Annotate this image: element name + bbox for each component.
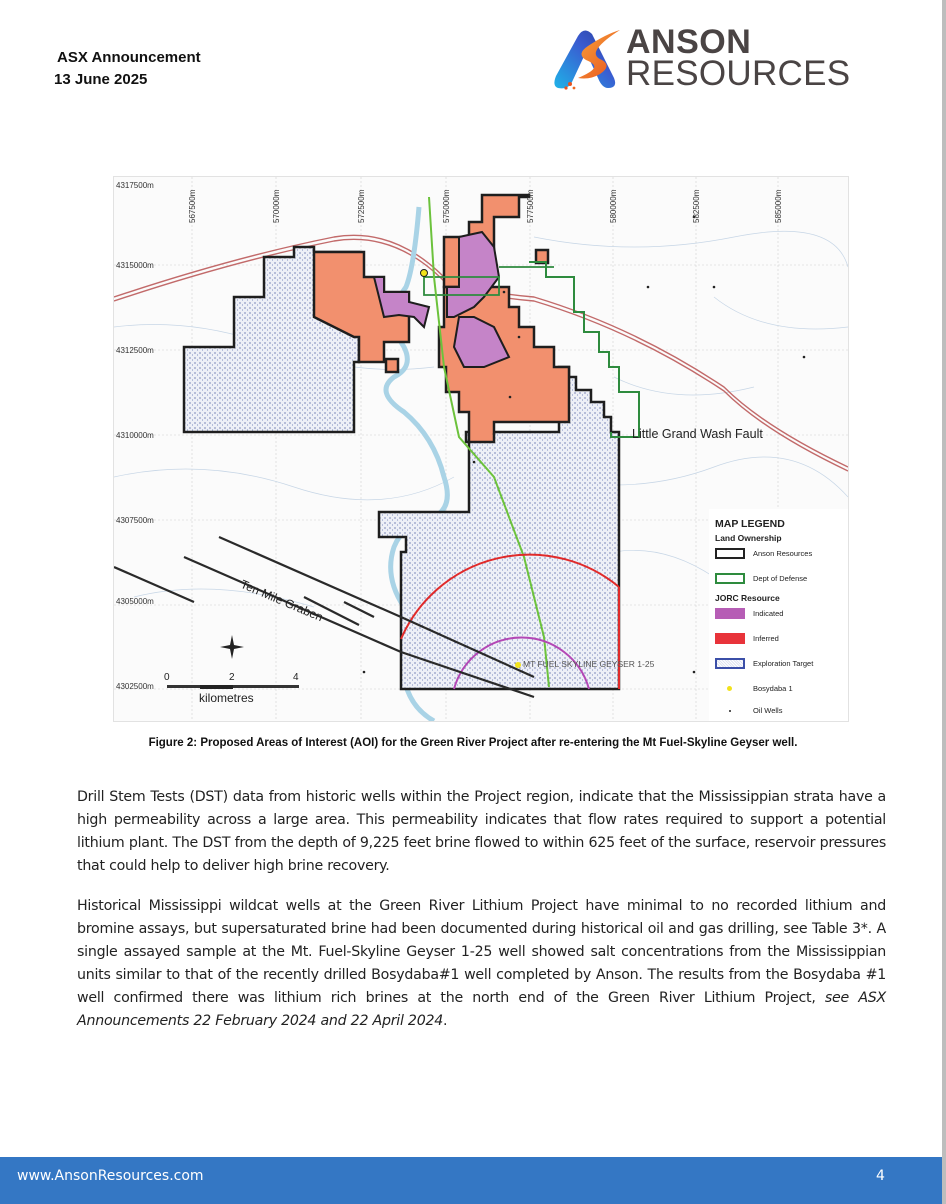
website-link[interactable]: www.AnsonResources.com [17, 1168, 204, 1184]
easting-label: 572500m [357, 189, 366, 223]
scale-tick-4: 4 [293, 672, 299, 683]
easting-label: 577500m [526, 189, 535, 223]
doc-type: ASX Announcement [57, 49, 201, 66]
anson-logo-mark-icon [548, 26, 628, 96]
logo-line-1: ANSON [626, 23, 752, 61]
page-footer [0, 1157, 942, 1204]
paragraph-historical-wells: Historical Mississippi wildcat wells at the Green River Lithium Project have minimal to no recorded lithium and bromine assays, but supersaturated brine had been documented during historical oil and gas drilling, see Table 3*. A single assayed sample at the Mt. Fuel-Skyline Geyser 1-25 well showed salt concentrations from the Mississippian units similar to that of the recently drilled Bosydaba#1 well completed by Anson. The results from the Bosydaba #1 well confirmed there was lithium rich brines at the north end of the Green River Lithium Project, see ASX Announcements 22 February 2024 and 22 April 2024. [77, 898, 886, 1029]
scrollbar[interactable] [942, 0, 946, 1204]
easting-label: 567500m [188, 189, 197, 223]
northing-label: 4305000m [116, 597, 154, 606]
legend-item-indicated: Indicated [715, 608, 847, 622]
bosydaba-dot-icon [727, 686, 732, 691]
legend-group-heading: JORC Resource [715, 593, 780, 603]
asx-reference: see ASX Announcements 22 February 2024 and 22 April 2024 [77, 990, 886, 1029]
anson-logo [548, 23, 851, 96]
legend-item-oil-wells: Oil Wells [715, 705, 847, 719]
scale-tick-0: 0 [164, 672, 170, 683]
legend-item-bosydaba: Bosydaba 1 [715, 683, 847, 697]
ten-mile-graben-label: Ten Mile Graben [238, 577, 326, 625]
northing-label: 4312500m [116, 346, 154, 355]
legend-title: MAP LEGEND [715, 518, 785, 530]
announcement-date: 13 June 2025 [54, 71, 148, 88]
legend-item-exploration-target: Exploration Target [715, 658, 847, 672]
defense-boundary-swatch-icon [715, 573, 745, 584]
legend-item-anson-resources: Anson Resources [715, 548, 847, 562]
northing-label: 4317500m [116, 181, 154, 190]
bosydaba-well-marker [515, 662, 521, 668]
easting-label: 575000m [442, 189, 451, 223]
easting-label: 570000m [272, 189, 281, 223]
page-number: 4 [876, 1168, 885, 1184]
indicated-swatch-icon [715, 608, 745, 619]
scale-tick-2: 2 [229, 672, 235, 683]
anson-boundary-swatch-icon [715, 548, 745, 559]
exploration-target-swatch-icon [715, 658, 745, 669]
northing-label: 4310000m [116, 431, 154, 440]
legend-item-dept-of-defense: Dept of Defense [715, 573, 847, 587]
northing-label: 4302500m [116, 682, 154, 691]
northing-label: 4315000m [116, 261, 154, 270]
easting-label: 580000m [609, 189, 618, 223]
northing-label: 4307500m [116, 516, 154, 525]
paragraph-dst: Drill Stem Tests (DST) data from historic wells within the Project region, indicate that the Mississippian strata have a high permeability across a large area. This permeability indicates that flow rates required to support a potential lithium plant. The DST from the depth of 9,225 feet brine flowed to within 625 feet of the surface, reservoir pressures that could help to deliver high brine recovery. [77, 789, 886, 874]
well-label: MT FUEL SKYLINE GEYSER 1-25 [523, 659, 655, 669]
project-map [113, 176, 849, 722]
oil-well-dot-icon [729, 710, 731, 712]
figure-caption: Figure 2: Proposed Areas of Interest (AOI) for the Green River Project after re-entering the Mt Fuel-Skyline Geyser well. [148, 737, 798, 749]
legend-item-inferred: Inferred [715, 633, 847, 647]
legend-group-heading: Land Ownership [715, 533, 782, 543]
north-arrow-icon [220, 635, 244, 659]
inferred-swatch-icon [715, 633, 745, 644]
scale-unit: kilometres [199, 691, 254, 705]
scale-bar [167, 685, 299, 689]
little-grand-wash-fault-label: Little Grand Wash Fault [632, 427, 763, 441]
logo-line-2: RESOURCES [626, 54, 851, 93]
easting-label: 582500m [692, 189, 701, 223]
announcement-header [54, 47, 201, 91]
map-legend [709, 509, 849, 721]
easting-label: 585000m [774, 189, 783, 223]
